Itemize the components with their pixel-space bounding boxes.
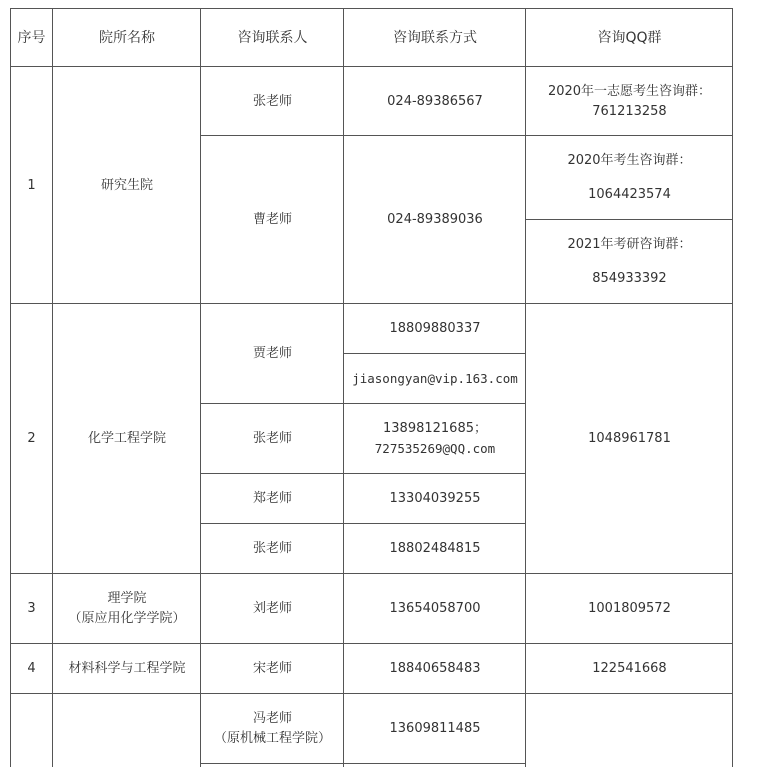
contact-former-school: （原机械工程学院） <box>213 731 331 746</box>
phone-text: 13898121685； <box>383 421 487 436</box>
grid-line <box>201 403 526 404</box>
row2-method-3: 13304039255 <box>389 491 481 506</box>
header-qq: 咨询QQ群 <box>597 29 662 46</box>
qq-label: 2020年一志愿考生咨询群： <box>547 83 712 99</box>
row1-method-2: 024-89389036 <box>387 212 483 227</box>
row3-qq: 1001809572 <box>588 601 671 616</box>
qq-number: 854933392 <box>592 271 667 286</box>
row4-seq: 4 <box>27 661 36 676</box>
qq-label: 2020年考生咨询群： <box>567 153 692 168</box>
row5-contact <box>201 694 344 764</box>
school-name: 理学院 <box>107 591 147 606</box>
qq-number: 761213258 <box>592 103 667 119</box>
row2-contact-1: 贾老师 <box>252 346 292 361</box>
row1-qq-3 <box>526 220 733 304</box>
grid-line <box>10 303 733 304</box>
row2-qq: 1048961781 <box>588 431 671 446</box>
grid-line <box>52 8 53 767</box>
row1-seq: 1 <box>27 177 36 193</box>
row4-method: 18840658483 <box>389 661 481 676</box>
grid-line <box>525 8 526 767</box>
row2-seq: 2 <box>27 431 36 446</box>
row2-contact-3: 郑老师 <box>252 491 292 506</box>
row3-contact: 刘老师 <box>252 601 292 616</box>
grid-line <box>201 473 526 474</box>
grid-line <box>200 8 201 767</box>
row2-contact-2: 张老师 <box>252 431 292 446</box>
grid-line <box>10 693 733 694</box>
row1-school: 研究生院 <box>100 177 153 193</box>
row4-qq: 122541668 <box>592 661 667 676</box>
grid-line <box>10 8 733 9</box>
header-school: 院所名称 <box>99 29 155 46</box>
row2-method-4: 18802484815 <box>389 541 481 556</box>
row3-method: 13654058700 <box>389 601 481 616</box>
header-method: 咨询联系方式 <box>393 29 477 46</box>
row2-contact-4: 张老师 <box>252 541 292 556</box>
row2-method-1b: jiasongyan@vip.163.com <box>352 371 518 386</box>
grid-line <box>344 353 526 354</box>
row1-contact-1: 张老师 <box>252 93 292 109</box>
grid-line <box>201 523 526 524</box>
grid-line <box>526 219 733 220</box>
grid-line <box>343 8 344 767</box>
grid-line <box>10 573 733 574</box>
grid-line <box>201 135 733 136</box>
email-text: 727535269@QQ.com <box>374 441 496 456</box>
row2-method-1a: 18809880337 <box>389 321 481 336</box>
row1-method-1: 024-89386567 <box>387 93 483 109</box>
school-former-name: （原应用化学学院） <box>68 611 186 626</box>
contact-name: 冯老师 <box>252 711 292 726</box>
row3-seq: 3 <box>27 601 36 616</box>
row2-school: 化学工程学院 <box>87 431 166 446</box>
grid-line <box>10 643 733 644</box>
row5-method: 13609811485 <box>389 721 481 736</box>
header-contact: 咨询联系人 <box>237 29 308 46</box>
grid-line <box>201 763 526 764</box>
row2-method-2 <box>344 404 526 474</box>
row1-qq-2 <box>526 136 733 220</box>
qq-label: 2021年考研咨询群： <box>567 237 692 252</box>
row1-qq-1 <box>526 67 733 136</box>
grid-line <box>732 8 733 767</box>
row4-school: 材料科学与工程学院 <box>68 661 186 676</box>
grid-line <box>10 66 733 67</box>
row1-contact-2: 曹老师 <box>252 212 292 227</box>
row4-contact: 宋老师 <box>252 661 292 676</box>
grid-line <box>10 8 11 767</box>
qq-number: 1064423574 <box>588 187 671 202</box>
row3-school <box>53 574 201 644</box>
header-seq: 序号 <box>17 29 46 46</box>
